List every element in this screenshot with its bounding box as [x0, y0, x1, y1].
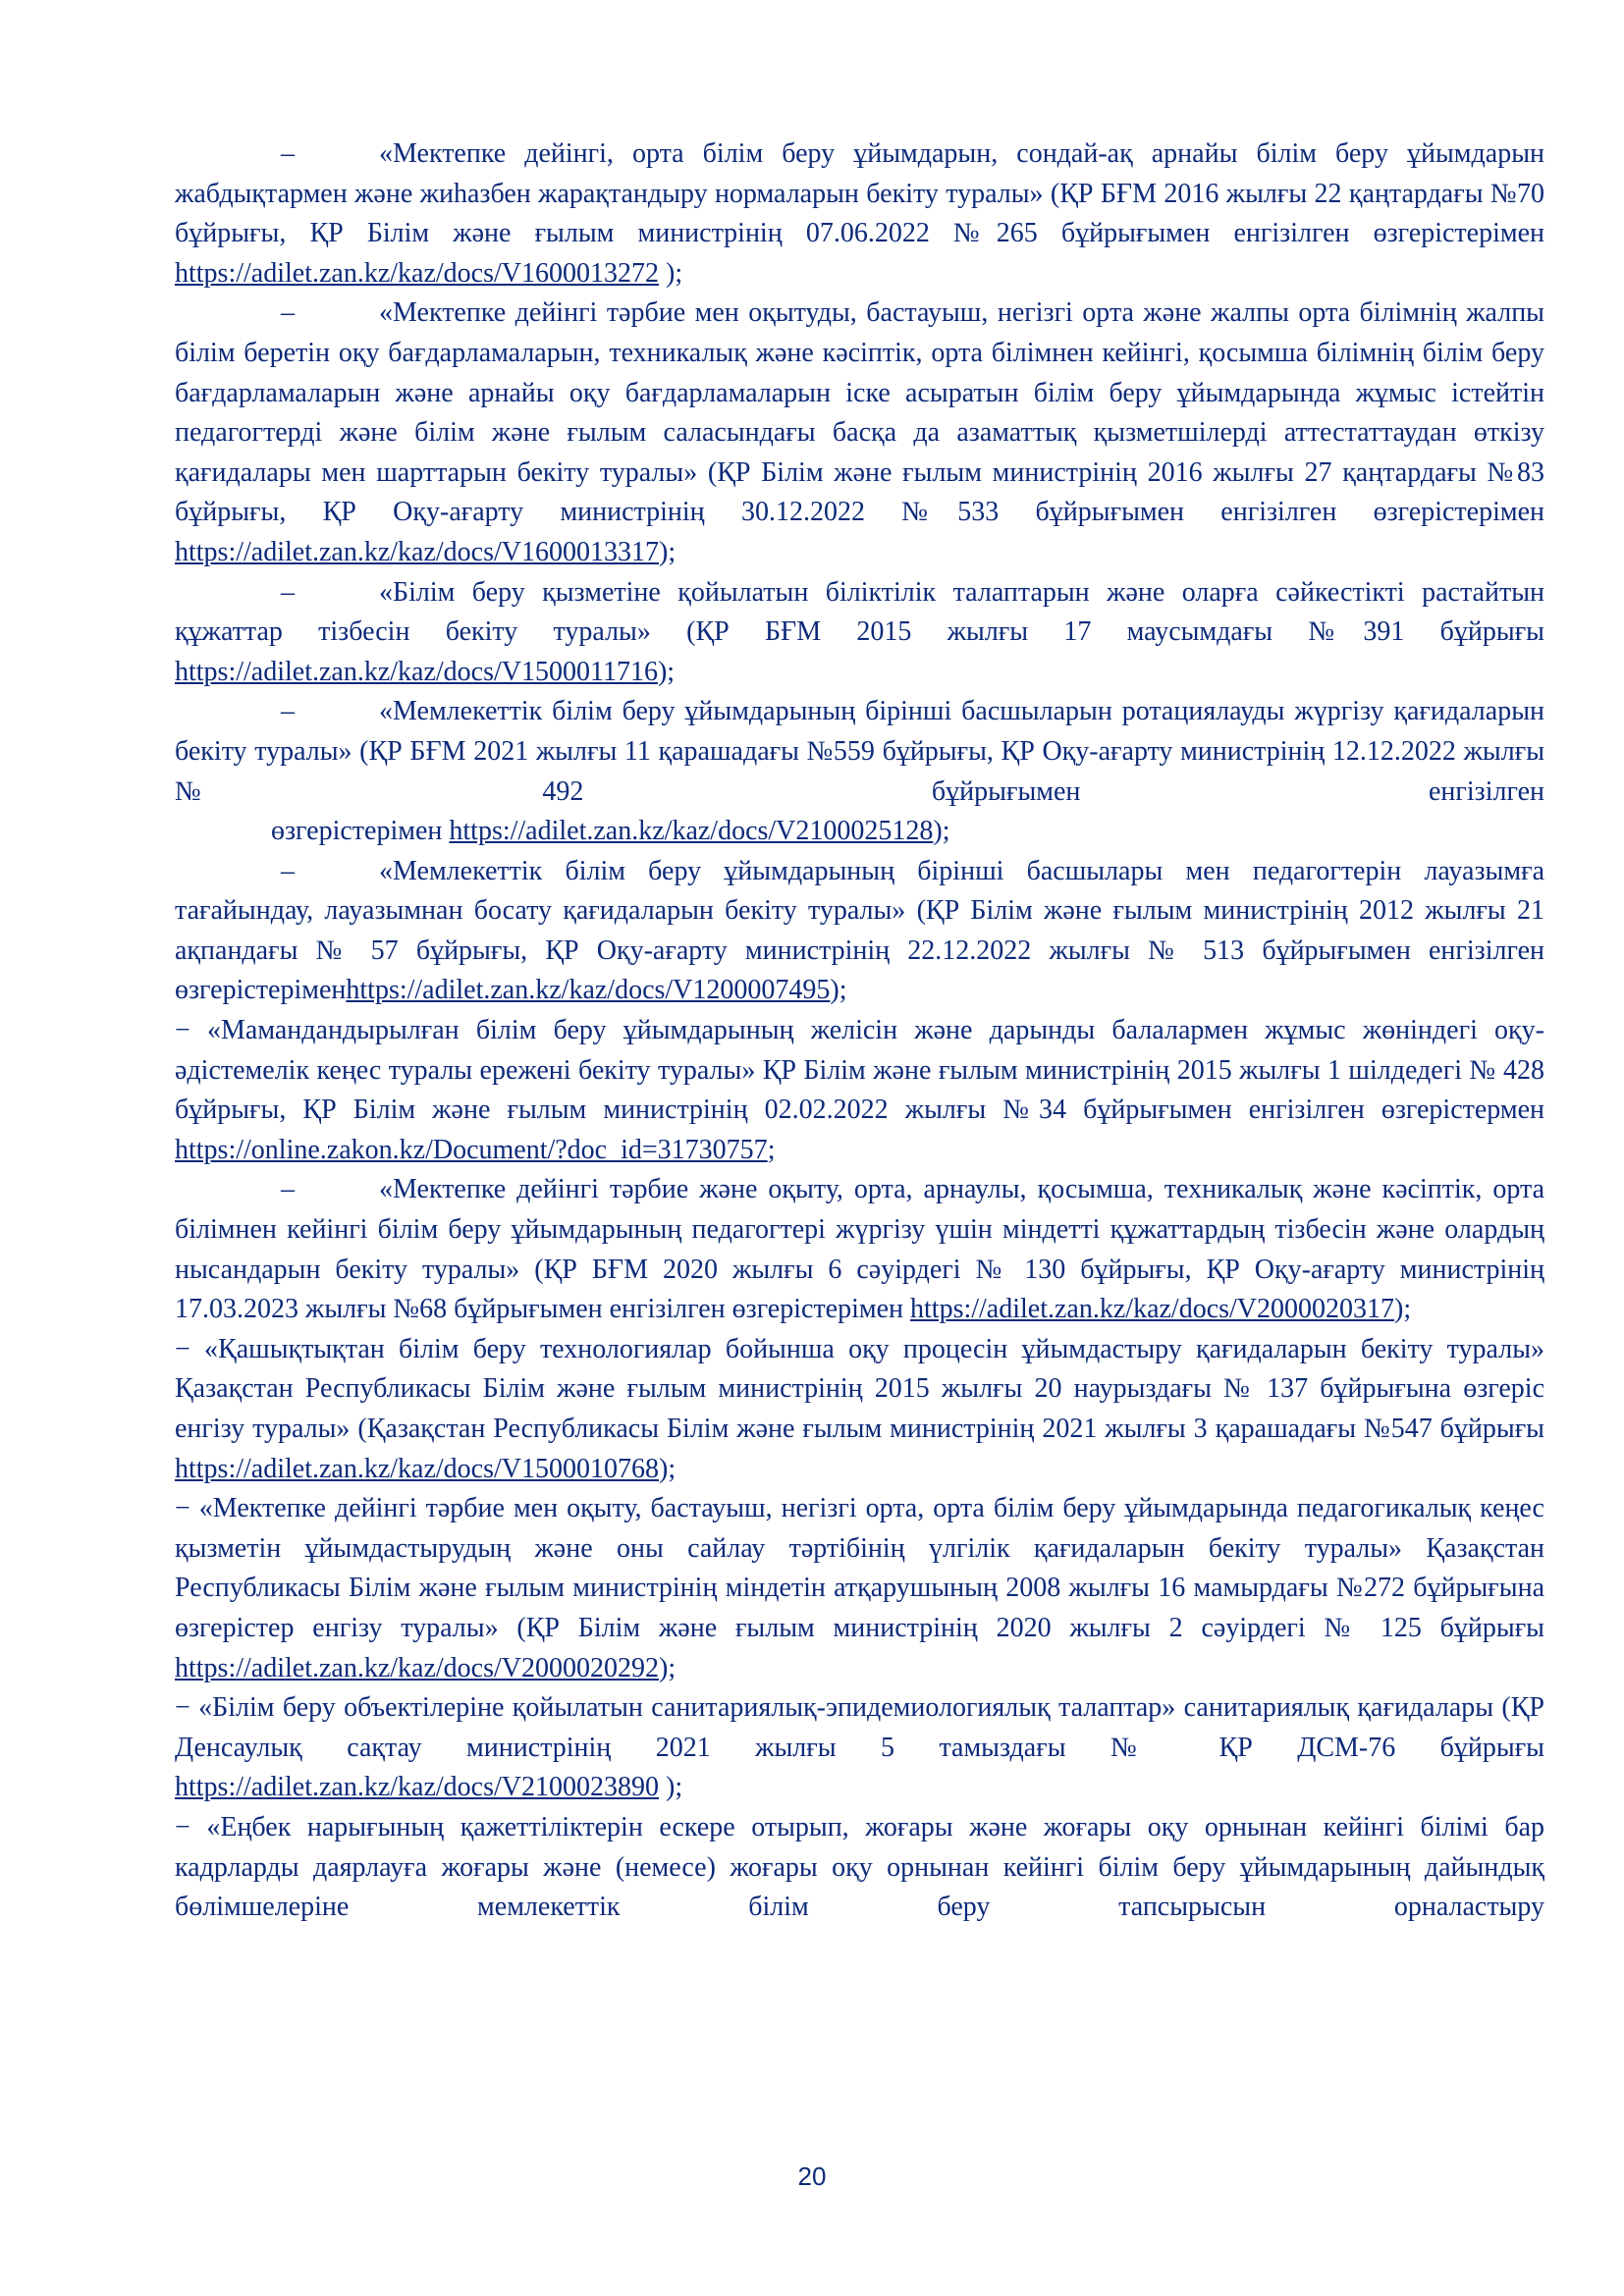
list-item: [175, 1011, 1544, 1170]
list-item-text: «Мемлекеттік білім беру ұйымдарының бірінші басшылары мен педагогтерін лауазымға тағайындау, лауазымнан босату қағидаларын бекіту туралы» (ҚР Білім және ғылым министрінің 2012 жылғы 21 ақпандағы № 57 бұйрығы, ҚР Оқу-ағарту министрінің 22.12.2022 жылғы № 513 бұйрығымен енгізілген өзгерістерімен: [175, 855, 1544, 1006]
document-body: [175, 134, 1544, 1928]
list-item-tail: );: [659, 1772, 683, 1803]
list-item-tail: );: [657, 656, 676, 687]
list-dash: –: [281, 855, 295, 886]
list-item-text: «Қашықтықтан білім беру технологиялар бойынша оқу процесін ұйымдастыру қағидаларын бекіту туралы» Қазақстан Республикасы Білім және ғылым министрінің 2015 жылғы 20 наурыздағы № 137 бұйрығына өзгеріс енгізу туралы» (Қазақстан Республикасы Білім және ғылым министрінің 2021 жылғы 3 қарашадағы №547 бұйрығы: [175, 1333, 1544, 1444]
list-item: [175, 573, 1544, 693]
document-link[interactable]: https://adilet.zan.kz/kaz/docs/V1600013317: [175, 536, 660, 567]
list-dash: –: [281, 297, 295, 329]
document-link[interactable]: https://adilet.zan.kz/kaz/docs/V1600013272: [175, 257, 660, 289]
document-link[interactable]: https://adilet.zan.kz/kaz/docs/V1500011716: [175, 656, 658, 687]
list-item: [175, 134, 1544, 294]
list-item-text: «Мектепке дейінгі тәрбие мен оқытуды, бастауыш, негізгі орта және жалпы орта білімнің жалпы білім беретін оқу бағдарламаларын, техникалық және кәсіптік, орта білімнен кейінгі, қосымша білімнің білім беру бағдарламаларын және арнайы оқу бағдарламаларын іске асыратын білім беру ұйымдарында жұмыс істейтін педагогтерді және білім және ғылым саласындағы басқа да азаматтық қызметшілерді аттестаттаудан өткізу қағидалары мен шарттарын бекіту туралы» (ҚР Білім және ғылым министрінің 2016 жылғы 27 қаңтардағы №83 бұйрығы, ҚР Оқу-ағарту министрінің 30.12.2022 №533 бұйрығымен енгізілген өзгерістерімен: [175, 297, 1544, 528]
list-dash: −: [175, 1493, 190, 1524]
list-item-text: «Білім беру қызметіне қойылатын біліктілік талаптарын және оларға сәйкестікті растайтын құжаттар тізбесін бекіту туралы» (ҚР БҒМ 2015 жылғы 17 маусымдағы №391 бұйрығы: [175, 576, 1544, 648]
list-dash: –: [281, 138, 295, 169]
list-item-tail: );: [1394, 1294, 1412, 1325]
list-item: [175, 1808, 1544, 1928]
list-item: [175, 1489, 1544, 1688]
list-item: [175, 1170, 1544, 1329]
page-number: 20: [797, 2162, 827, 2191]
list-item-text: «Мемлекеттік білім беру ұйымдарының бірінші басшыларын ротациялауды жүргізу қағидаларын бекіту туралы» (ҚР БҒМ 2021 жылғы 11 қарашадағы №559 бұйрығы, ҚР Оқу-ағарту министрінің 12.12.2022 жылғы №492 бұйрығымен енгізілген: [175, 696, 1544, 807]
list-item: [175, 1330, 1544, 1489]
list-item-continuation: [175, 812, 1544, 852]
list-dash: –: [281, 1174, 295, 1205]
list-item-tail: ;: [767, 1134, 776, 1165]
list-item-tail: );: [933, 816, 950, 847]
list-item-text: өзгерістерімен: [271, 816, 450, 847]
list-item: [175, 692, 1544, 812]
list-item: [175, 294, 1544, 572]
list-item-text: «Мектепке дейінгі тәрбие мен оқыту, бастауыш, негізгі орта, орта білім беру ұйымдарында педагогикалық кеңес қызметін ұйымдастырудың және оны сайлау тәртібінің үлгілік қағидаларын бекіту туралы» Қазақстан Республикасы Білім және ғылым министрінің міндетін атқарушының 2008 жылғы 16 мамырдағы №272 бұйрығына өзгерістер енгізу туралы» (ҚР Білім және ғылым министрінің 2020 жылғы 2 сәуірдегі № 125 бұйрығы: [175, 1493, 1544, 1643]
list-dash: −: [175, 1015, 190, 1046]
list-dash: −: [175, 1692, 190, 1724]
document-link[interactable]: https://online.zakon.kz/Document/?doc_id=31730757: [175, 1134, 768, 1165]
list-dash: −: [175, 1811, 190, 1842]
list-item-tail: );: [830, 975, 847, 1006]
list-dash: –: [281, 576, 295, 608]
document-link[interactable]: https://adilet.zan.kz/kaz/docs/V2100023890: [175, 1772, 660, 1803]
document-link[interactable]: https://adilet.zan.kz/kaz/docs/V1500010768: [175, 1453, 660, 1484]
list-item-text: «Еңбек нарығының қажеттіліктерін ескере отырып, жоғары және жоғары оқу орнынан кейінгі білімі бар кадрларды даярлауға жоғары және (немесе) жоғары оқу орнынан кейінгі білім беру ұйымдарының дайындық бөлімшелеріне мемлекеттік білім беру тапсырысын орналастыру: [175, 1811, 1544, 1923]
document-link[interactable]: https://adilet.zan.kz/kaz/docs/V1200007495: [346, 975, 831, 1006]
document-link[interactable]: https://adilet.zan.kz/kaz/docs/V2100025128: [449, 816, 934, 847]
list-item-tail: );: [659, 536, 677, 567]
list-dash: −: [175, 1333, 190, 1364]
list-dash: –: [281, 696, 295, 727]
list-item: [175, 852, 1544, 1011]
list-item-tail: );: [659, 1453, 677, 1484]
list-item-tail: );: [659, 1652, 677, 1683]
list-item-tail: );: [659, 257, 683, 289]
list-item-text: «Мектепке дейінгі тәрбие және оқыту, орта, арнаулы, қосымша, техникалық және кәсіптік, орта білімнен кейінгі білім беру ұйымдарының педагогтері жүргізу үшін міндетті құжаттардың тізбесін және олардың нысандарын бекіту туралы» (ҚР БҒМ 2020 жылғы 6 сәуірдегі № 130 бұйрығы, ҚР Оқу-ағарту министрінің 17.03.2023 жылғы №68 бұйрығымен енгізілген өзгерістерімен: [175, 1174, 1544, 1325]
list-item: [175, 1688, 1544, 1808]
document-link[interactable]: https://adilet.zan.kz/kaz/docs/V2000020292: [175, 1652, 660, 1683]
document-link[interactable]: https://adilet.zan.kz/kaz/docs/V2000020317: [910, 1294, 1395, 1325]
list-item-text: «Білім беру объектілеріне қойылатын санитариялық-эпидемиологиялық талаптар» санитариялық қағидалары (ҚР Денсаулық сақтау министрінің 2021 жылғы 5 тамыздағы № ҚР ДСМ-76 бұйрығы: [175, 1692, 1544, 1763]
list-item-text: «Мектепке дейінгі, орта білім беру ұйымдарын, сондай-ақ арнайы білім беру ұйымдарын жабдықтармен және жиһазбен жарақтандыру нормаларын бекіту туралы» (ҚР БҒМ 2016 жылғы 22 қаңтардағы №70 бұйрығы, ҚР Білім және ғылым министрінің 07.06.2022 №265 бұйрығымен енгізілген өзгерістерімен: [175, 138, 1544, 249]
list-item-text: «Мамандандырылған білім беру ұйымдарының желісін және дарынды балалармен жұмыс жөніндегі оқу-әдістемелік кеңес туралы ережені бекіту туралы» ҚР Білім және ғылым министрінің 2015 жылғы 1 шілдедегі № 428 бұйрығы, ҚР Білім және ғылым министрінің 02.02.2022 жылғы №34 бұйрығымен енгізілген өзгерістермен: [175, 1015, 1544, 1126]
